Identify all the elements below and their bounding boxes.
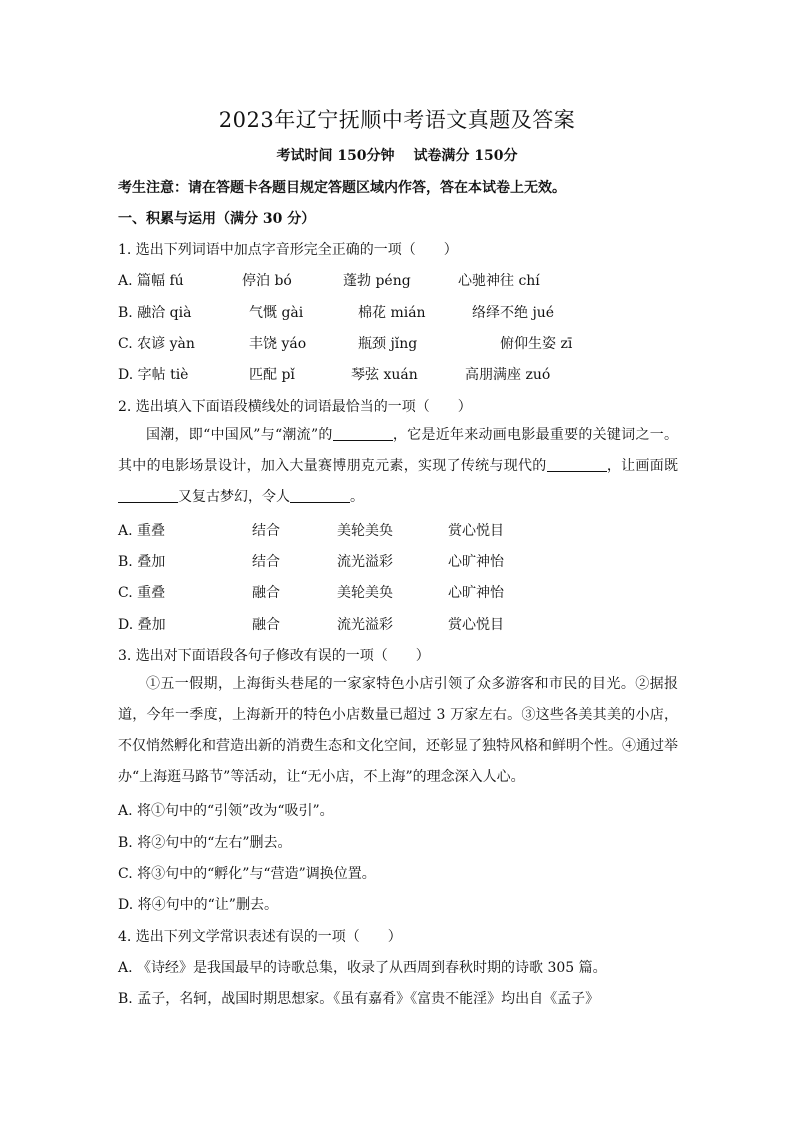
q1-d-4: 高朋满座 zuó	[465, 367, 551, 383]
q1-a-4: 心驰神往 chí	[458, 273, 540, 289]
q1-a-2: 停泊 bó	[242, 273, 292, 289]
exam-time: 考试时间 150分钟	[276, 148, 395, 164]
question-3-stem: 3. 选出对下面语段各句子修改有误的一项（ ）	[118, 648, 430, 664]
q1-c-4: 俯仰生姿 zī	[500, 336, 573, 352]
page-title: 2023年辽宁抚顺中考语文真题及答案	[218, 108, 576, 132]
q1-option-d	[118, 364, 678, 384]
q2-c-4: 心旷神怡	[448, 585, 504, 601]
fill-blank-4	[290, 488, 350, 503]
q3-option-d: D. 将④句中的“让”删去。	[118, 897, 278, 913]
q2-option-c	[118, 582, 678, 602]
q1-b-4: 络绎不绝 jué	[472, 305, 555, 321]
q1-option-a	[118, 270, 678, 290]
question-2-passage	[118, 420, 678, 513]
fill-blank-2	[547, 457, 607, 472]
q2-a-3: 美轮美奂	[337, 523, 393, 539]
q2-option-a	[118, 520, 678, 540]
q2-d-2: 融合	[252, 617, 280, 633]
q2-passage-part-1: 国潮，即“中国风”与“潮流”的	[146, 427, 333, 443]
q1-d-3: 琴弦 xuán	[351, 367, 418, 383]
q4-option-b: B. 孟子，名轲，战国时期思想家。《虽有嘉肴》《富贵不能淫》均出自《孟子》	[118, 991, 600, 1007]
q2-d-1: D. 叠加	[118, 617, 166, 633]
fill-blank-3	[118, 488, 178, 503]
q2-c-3: 美轮美奂	[337, 585, 393, 601]
q2-d-3: 流光溢彩	[337, 617, 393, 633]
q1-b-3: 棉花 mián	[358, 305, 426, 321]
q2-b-4: 心旷神怡	[448, 554, 504, 570]
q3-option-a: A. 将①句中的“引领”改为“吸引”。	[118, 803, 334, 819]
q1-b-1: B. 融洽 qià	[118, 305, 192, 321]
q2-a-1: A. 重叠	[118, 523, 166, 539]
q1-c-2: 丰饶 yáo	[249, 336, 307, 352]
q1-d-2: 匹配 pǐ	[249, 367, 295, 383]
q2-a-4: 赏心悦目	[448, 523, 504, 539]
section-heading: 一、积累与运用（满分 30 分）	[118, 211, 316, 227]
q2-b-1: B. 叠加	[118, 554, 166, 570]
q2-option-b	[118, 551, 678, 571]
q1-d-1: D. 字帖 tiè	[118, 367, 189, 383]
q2-passage-part-3: ，让画面既	[606, 458, 679, 474]
q2-a-2: 结合	[252, 523, 280, 539]
exam-score: 试卷满分 150分	[413, 148, 518, 164]
q2-passage-part-4: 又复古梦幻，令人	[178, 489, 290, 505]
q4-option-a: A. 《诗经》是我国最早的诗歌总集，收录了从西周到春秋时期的诗歌 305 篇。	[118, 960, 607, 976]
q2-passage-part-2: ，它是近年来动画电影最重要的关键词之一。其中的电影场景设计，加入大量赛博朋克元素，实现了传统与现代的	[118, 427, 678, 474]
q1-a-3: 蓬勃 péng	[343, 273, 411, 289]
question-2-stem: 2. 选出填入下面语段横线处的词语最恰当的一项（ ）	[118, 399, 472, 415]
q2-passage-part-5: 。	[350, 489, 364, 505]
q2-b-2: 结合	[252, 554, 280, 570]
q2-c-2: 融合	[252, 585, 280, 601]
notice: 考生注意：请在答题卡各题目规定答题区域内作答，答在本试卷上无效。	[118, 180, 566, 196]
question-4-stem: 4. 选出下列文学常识表述有误的一项（ ）	[118, 929, 402, 945]
q2-b-3: 流光溢彩	[337, 554, 393, 570]
q3-option-b: B. 将②句中的“左右”删去。	[118, 835, 292, 851]
q2-c-1: C. 重叠	[118, 585, 166, 601]
q3-option-c: C. 将③句中的“孵化”与“营造”调换位置。	[118, 866, 376, 882]
fill-blank-1	[333, 426, 393, 441]
q1-a-1: A. 篇幅 fú	[118, 273, 184, 289]
q1-option-b	[118, 302, 678, 322]
question-3-passage: ①五一假期，上海街头巷尾的一家家特色小店引领了众多游客和市民的目光。②据报道，今年一季度，上海新开的特色小店数量已超过 3 万家左右。③这些各美其美的小店，不仅悄然孵化和营造出新的消费生态和文化空间，还彰显了独特风格和鲜明个性。④通过举办“上海逛马路节”等活动，让“无小店，不上海”的理念深入人心。	[118, 676, 678, 785]
q1-option-c	[118, 333, 678, 353]
q2-option-d	[118, 614, 678, 634]
q1-c-3: 瓶颈 jǐng	[358, 336, 418, 352]
q1-b-2: 气慨 gài	[249, 305, 304, 321]
q1-c-1: C. 农谚 yàn	[118, 336, 195, 352]
question-1-stem: 1. 选出下列词语中加点字音形完全正确的一项（ ）	[118, 242, 458, 258]
exam-info	[0, 145, 794, 165]
q2-d-4: 赏心悦目	[448, 617, 504, 633]
